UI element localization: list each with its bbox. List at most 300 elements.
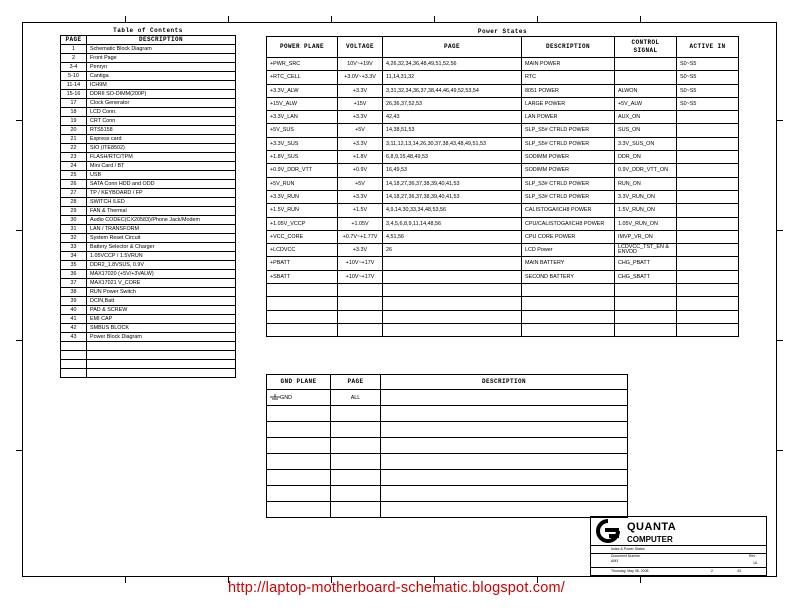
power-cell: SUS_ON: [615, 124, 677, 137]
quanta-logo-icon: [595, 519, 621, 543]
rev-value: 1A: [753, 561, 758, 565]
frame-tick: [777, 450, 783, 451]
toc-page: 25: [61, 171, 87, 180]
power-row: [267, 217, 739, 230]
gnd-cell: [267, 438, 331, 454]
toc-description: EMI CAP: [87, 315, 236, 324]
gnd-row: [267, 406, 628, 422]
toc-description: Cantiga: [87, 72, 236, 81]
power-cell: [383, 297, 522, 310]
power-cell: 14,38,51,53: [383, 124, 522, 137]
power-cell: CALISTOGA/ICH8 POWER: [522, 204, 615, 217]
toc-row: [61, 153, 236, 162]
toc-description: USB: [87, 171, 236, 180]
toc-page: 43: [61, 333, 87, 342]
gnd-header: PAGE: [331, 375, 381, 390]
title-block: [590, 516, 767, 576]
toc-row: [61, 99, 236, 108]
power-cell: +5V: [338, 177, 383, 190]
power-cell: [677, 137, 739, 150]
toc-page: 34: [61, 252, 87, 261]
power-row: [267, 230, 739, 243]
toc-description: FLASH/RTC/TPM: [87, 153, 236, 162]
power-cell: +VCC_CORE: [267, 230, 338, 243]
power-cell: [615, 297, 677, 310]
gnd-cell: [381, 438, 628, 454]
doc-number: AM3: [611, 559, 619, 563]
toc-page: 22: [61, 144, 87, 153]
toc-row: [61, 369, 236, 378]
power-cell: [615, 323, 677, 336]
power-cell: +3.0V~+3.3V: [338, 71, 383, 84]
gnd-cell: [267, 406, 331, 422]
power-cell: SLP_S3# CTRLD POWER: [522, 177, 615, 190]
frame-tick: [640, 16, 641, 22]
toc-row: [61, 225, 236, 234]
toc-description: Clock Generator: [87, 99, 236, 108]
toc-row: [61, 279, 236, 288]
power-cell: [338, 323, 383, 336]
power-cell: +10V~+17V: [338, 257, 383, 270]
gnd-plane-name: GND: [280, 394, 292, 401]
toc-page: 15-16: [61, 90, 87, 99]
toc-description: ICH9M: [87, 81, 236, 90]
toc-row: [61, 324, 236, 333]
power-cell: [267, 310, 338, 323]
frame-tick: [16, 450, 22, 451]
power-cell: LCDVCC_TST_EN & ENVDD: [615, 244, 677, 257]
power-cell: CPU/CALISTOGA/ICH8 POWER: [522, 217, 615, 230]
power-cell: 1.05V_RUN_ON: [615, 217, 677, 230]
toc-row: [61, 90, 236, 99]
gnd-row: [267, 470, 628, 486]
gnd-cell: [381, 390, 628, 406]
toc-page: 11-14: [61, 81, 87, 90]
gnd-cell: [267, 422, 331, 438]
gnd-cell: [381, 454, 628, 470]
power-cell: [615, 71, 677, 84]
toc-row: [61, 144, 236, 153]
power-cell: 14,18,27,36,37,38,39,40,41,53: [383, 177, 522, 190]
power-cell: 3.3V_SUS_ON: [615, 137, 677, 150]
toc-page: [61, 342, 87, 351]
power-row: [267, 177, 739, 190]
toc-page: 26: [61, 180, 87, 189]
watermark-url[interactable]: http://laptop-motherboard-schematic.blogspot.com/: [227, 580, 566, 596]
power-cell: S0~S5: [677, 71, 739, 84]
power-row: [267, 111, 739, 124]
power-cell: [615, 310, 677, 323]
power-cell: +15V: [338, 97, 383, 110]
toc-page: [61, 351, 87, 360]
frame-tick: [16, 230, 22, 231]
toc-description: RUN Power Switch: [87, 288, 236, 297]
toc-row: [61, 198, 236, 207]
power-cell: +1.5V_RUN: [267, 204, 338, 217]
gnd-cell: [331, 422, 381, 438]
power-cell: 42,43: [383, 111, 522, 124]
power-cell: [522, 310, 615, 323]
toc-description: Audio CODEC(CX20583)/Phone Jack/Modem: [87, 216, 236, 225]
ground-symbol-icon: [270, 394, 280, 401]
frame-tick: [777, 230, 783, 231]
power-cell: [267, 284, 338, 297]
power-cell: S0~S5: [677, 97, 739, 110]
power-cell: [383, 323, 522, 336]
power-cell: 4,9,14,30,33,34,48,53,56: [383, 204, 522, 217]
gnd-plane-table: [266, 374, 628, 518]
power-cell: [677, 284, 739, 297]
toc-row: [61, 207, 236, 216]
power-cell: CHG_PBATT: [615, 257, 677, 270]
toc-row: [61, 252, 236, 261]
toc-description: PAD & SCREW: [87, 306, 236, 315]
frame-tick: [537, 16, 538, 22]
toc-description: SWITCH /LED: [87, 198, 236, 207]
power-cell: [677, 124, 739, 137]
power-row: [267, 151, 739, 164]
toc-description: MAX17021 V_CORE: [87, 279, 236, 288]
toc-row: [61, 189, 236, 198]
power-cell: [383, 257, 522, 270]
power-row: [267, 58, 739, 71]
power-cell: [615, 284, 677, 297]
toc-page: 5-10: [61, 72, 87, 81]
toc-row: [61, 216, 236, 225]
toc-description: SMBUS BLOCK: [87, 324, 236, 333]
toc-description: RTS5158: [87, 126, 236, 135]
gnd-cell: [331, 486, 381, 502]
toc-description: CRT Conn: [87, 117, 236, 126]
power-cell: 3,11,12,13,14,26,30,37,38,43,48,49,51,53: [383, 137, 522, 150]
power-cell: 1.5V_RUN_ON: [615, 204, 677, 217]
toc-row: [61, 261, 236, 270]
toc-description: DDR2_1.8VSUS, 0.9V: [87, 261, 236, 270]
power-cell: 4,26,32,34,36,48,49,51,52,56: [383, 58, 522, 71]
power-cell: 26: [383, 244, 522, 257]
toc-page: 42: [61, 324, 87, 333]
power-cell: SODIMM POWER: [522, 151, 615, 164]
power-cell: LCD Power: [522, 244, 615, 257]
toc-description: Schematic Block Diagram: [87, 45, 236, 54]
power-cell: +1.5V: [338, 204, 383, 217]
power-cell: [267, 323, 338, 336]
power-row: [267, 124, 739, 137]
power-cell: LARGE POWER: [522, 97, 615, 110]
toc-description: System Reset Circuit: [87, 234, 236, 243]
toc-row: [61, 54, 236, 63]
toc-row: [61, 297, 236, 306]
power-cell: [338, 297, 383, 310]
toc-description: Express card: [87, 135, 236, 144]
power-cell: 16,49,53: [383, 164, 522, 177]
toc-page: 36: [61, 270, 87, 279]
power-cell: 14,18,27,36,37,38,39,40,41,53: [383, 190, 522, 203]
table-of-contents: [60, 27, 236, 378]
power-header: PAGE: [383, 37, 522, 58]
power-cell: 4,51,56: [383, 230, 522, 243]
power-cell: 11,14,31,32: [383, 71, 522, 84]
toc-description: SATA Conn HDD and ODD: [87, 180, 236, 189]
toc-page: 1: [61, 45, 87, 54]
toc-row: [61, 81, 236, 90]
power-cell: SLP_S5# CTRLD POWER: [522, 124, 615, 137]
gnd-row: [267, 422, 628, 438]
power-cell: [677, 310, 739, 323]
power-cell: [677, 270, 739, 283]
date: Thursday, May 08, 2008: [611, 569, 649, 573]
power-cell: +5V: [338, 124, 383, 137]
toc-page: 38: [61, 288, 87, 297]
power-cell: +3.3V: [338, 84, 383, 97]
toc-description: LAN / TRANSFORM: [87, 225, 236, 234]
toc-title: Table of Contents: [113, 27, 183, 34]
power-cell: +15V_ALW: [267, 97, 338, 110]
toc-page: 40: [61, 306, 87, 315]
toc-page: 41: [61, 315, 87, 324]
power-cell: 3,31,32,34,36,37,38,44,46,49,52,53,54: [383, 84, 522, 97]
power-cell: +PBATT: [267, 257, 338, 270]
power-row: [267, 97, 739, 110]
toc-description: Battery Selector & Charger: [87, 243, 236, 252]
power-cell: IMVP_VR_ON: [615, 230, 677, 243]
toc-description: 1.05VCCP / 1.5VRUN: [87, 252, 236, 261]
power-header: ACTIVE IN: [677, 37, 739, 58]
power-cell: ALWON: [615, 84, 677, 97]
power-cell: [383, 284, 522, 297]
toc-page: 17: [61, 99, 87, 108]
toc-row: [61, 288, 236, 297]
power-cell: [383, 310, 522, 323]
power-cell: [383, 270, 522, 283]
power-cell: +3.3V_RUN: [267, 190, 338, 203]
toc-row: [61, 351, 236, 360]
toc-row: [61, 270, 236, 279]
power-cell: [677, 177, 739, 190]
toc-description: Mini Card / BT: [87, 162, 236, 171]
toc-page: 19: [61, 117, 87, 126]
power-cell: +5V_RUN: [267, 177, 338, 190]
toc-description: [87, 342, 236, 351]
toc-row: [61, 342, 236, 351]
power-cell: SLP_S5# CTRLD POWER: [522, 137, 615, 150]
power-cell: CPU CORE POWER: [522, 230, 615, 243]
power-cell: [522, 297, 615, 310]
toc-page: 33: [61, 243, 87, 252]
gnd-cell: [381, 406, 628, 422]
power-row: [267, 84, 739, 97]
power-states-table: [266, 27, 739, 337]
power-cell: [615, 58, 677, 71]
gnd-cell: [267, 390, 331, 406]
gnd-cell: [331, 470, 381, 486]
power-cell: [677, 190, 739, 203]
toc-row: [61, 63, 236, 72]
toc-description: Power Block Diagram: [87, 333, 236, 342]
gnd-cell: [381, 486, 628, 502]
power-cell: [677, 297, 739, 310]
toc-col-description: DESCRIPTION: [87, 36, 236, 45]
power-row: [267, 190, 739, 203]
power-cell: 0.9V_DDR_VTT_ON: [615, 164, 677, 177]
gnd-cell: [267, 470, 331, 486]
gnd-row: [267, 438, 628, 454]
power-cell: RUN_ON: [615, 177, 677, 190]
power-cell: [677, 204, 739, 217]
toc-page: [61, 369, 87, 378]
toc-description: MAX17020 (+5V/+3VALW): [87, 270, 236, 279]
toc-row: [61, 180, 236, 189]
toc-row: [61, 162, 236, 171]
toc-page: 30: [61, 216, 87, 225]
toc-row: [61, 315, 236, 324]
power-header: VOLTAGE: [338, 37, 383, 58]
power-cell: +3.3V_ALW: [267, 84, 338, 97]
toc-description: [87, 351, 236, 360]
sheet-title: Index & Power States: [611, 547, 645, 551]
power-cell: RTC: [522, 71, 615, 84]
power-row: [267, 137, 739, 150]
power-cell: SECOND BATTERY: [522, 270, 615, 283]
toc-description: FAN & Thermal: [87, 207, 236, 216]
power-cell: 3,4,5,6,8,9,11,14,48,56: [383, 217, 522, 230]
power-cell: 8051 POWER: [522, 84, 615, 97]
power-cell: +1.05V: [338, 217, 383, 230]
toc-page: 18: [61, 108, 87, 117]
power-cell: [338, 284, 383, 297]
power-cell: [338, 310, 383, 323]
toc-description: Penryn: [87, 63, 236, 72]
toc-row: [61, 171, 236, 180]
power-cell: [677, 230, 739, 243]
company-name: QUANTA: [627, 521, 677, 533]
power-cell: MAIN POWER: [522, 58, 615, 71]
toc-row: [61, 333, 236, 342]
power-cell: +SBATT: [267, 270, 338, 283]
toc-row: [61, 72, 236, 81]
toc-page: 23: [61, 153, 87, 162]
power-row: [267, 257, 739, 270]
power-cell: LAN POWER: [522, 111, 615, 124]
frame-tick: [777, 120, 783, 121]
power-cell: [522, 284, 615, 297]
power-cell: 26,36,37,52,53: [383, 97, 522, 110]
power-cell: +3.3V: [338, 190, 383, 203]
power-cell: 10V~+19V: [338, 58, 383, 71]
power-row: [267, 204, 739, 217]
power-states-title: Power States: [477, 28, 528, 35]
power-cell: +1.05V_VCCP: [267, 217, 338, 230]
toc-row: [61, 306, 236, 315]
power-header: DESCRIPTION: [522, 37, 615, 58]
power-cell: [677, 244, 739, 257]
power-cell: +PWR_SRC: [267, 58, 338, 71]
toc-page: 37: [61, 279, 87, 288]
power-cell: +1.8V_SUS: [267, 151, 338, 164]
power-cell: +3.3V: [338, 137, 383, 150]
power-cell: [677, 111, 739, 124]
power-cell: +10V~+17V: [338, 270, 383, 283]
power-cell: SLP_S3# CTRLD POWER: [522, 190, 615, 203]
toc-page: 28: [61, 198, 87, 207]
toc-page: 35: [61, 261, 87, 270]
company-name-2: COMPUTER: [627, 535, 673, 544]
toc-row: [61, 135, 236, 144]
toc-page: 32: [61, 234, 87, 243]
power-cell: SODIMM POWER: [522, 164, 615, 177]
toc-row: [61, 234, 236, 243]
toc-page: 20: [61, 126, 87, 135]
power-cell: +5V_SUS: [267, 124, 338, 137]
power-cell: [677, 164, 739, 177]
frame-tick: [777, 340, 783, 341]
toc-description: [87, 369, 236, 378]
toc-row: [61, 360, 236, 369]
power-row: [267, 270, 739, 283]
power-row: [267, 244, 739, 257]
toc-page: 24: [61, 162, 87, 171]
gnd-cell: [267, 486, 331, 502]
power-cell: 6,8,9,15,48,49,53: [383, 151, 522, 164]
toc-description: TP / KEYBOARD / FP: [87, 189, 236, 198]
gnd-cell: [381, 470, 628, 486]
power-cell: CHG_SBATT: [615, 270, 677, 283]
power-cell: MAIN BATTERY: [522, 257, 615, 270]
power-cell: +LCDVCC: [267, 244, 338, 257]
power-cell: [677, 217, 739, 230]
rev-label: Rev: [749, 554, 756, 558]
toc-description: LCD Conn.: [87, 108, 236, 117]
power-cell: 3.3V_RUN_ON: [615, 190, 677, 203]
toc-page: 3-4: [61, 63, 87, 72]
sheet-total: 43: [737, 569, 741, 573]
power-row: [267, 284, 739, 297]
power-cell: [522, 323, 615, 336]
power-cell: [267, 297, 338, 310]
toc-page: [61, 360, 87, 369]
toc-page: 29: [61, 207, 87, 216]
toc-row: [61, 126, 236, 135]
power-cell: DDR_ON: [615, 151, 677, 164]
frame-tick: [16, 340, 22, 341]
power-cell: +RTC_CELL: [267, 71, 338, 84]
power-row: [267, 71, 739, 84]
toc-page: 21: [61, 135, 87, 144]
power-cell: [677, 151, 739, 164]
gnd-row: [267, 502, 628, 518]
power-row: [267, 297, 739, 310]
toc-page: 31: [61, 225, 87, 234]
toc-row: [61, 108, 236, 117]
gnd-header: GND PLANE: [267, 375, 331, 390]
toc-row: [61, 45, 236, 54]
power-cell: AUX_ON: [615, 111, 677, 124]
power-cell: +3.3V_LAN: [267, 111, 338, 124]
power-cell: +1.8V: [338, 151, 383, 164]
toc-row: [61, 243, 236, 252]
gnd-row: [267, 486, 628, 502]
power-cell: +3.3V: [338, 244, 383, 257]
power-row: [267, 164, 739, 177]
toc-description: SIO (ITE8502): [87, 144, 236, 153]
power-row: [267, 323, 739, 336]
power-cell: +0.9V: [338, 164, 383, 177]
gnd-cell: [331, 406, 381, 422]
gnd-cell: [331, 502, 381, 518]
gnd-cell: [331, 438, 381, 454]
toc-description: [87, 360, 236, 369]
doc-number-label: Document Number: [611, 554, 641, 558]
